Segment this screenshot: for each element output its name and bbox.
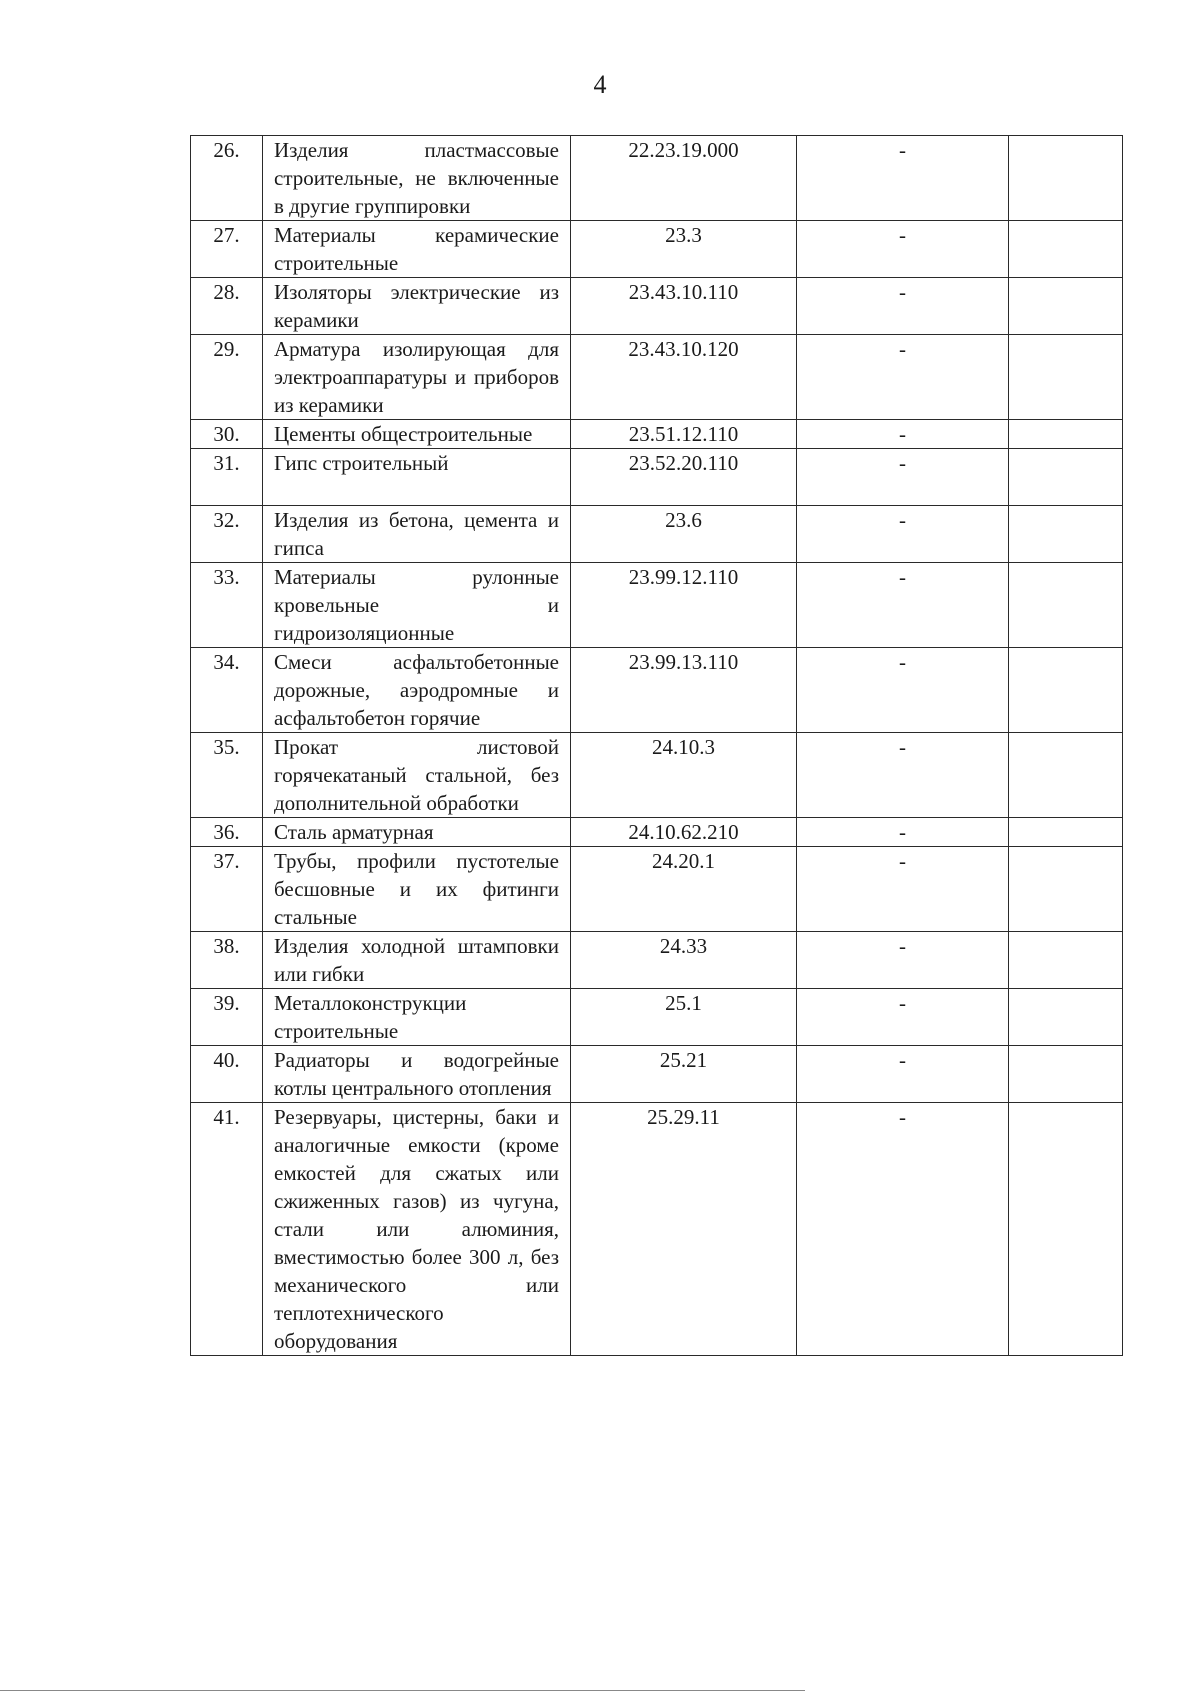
- empty-cell: [1009, 136, 1123, 221]
- table-row: [191, 506, 1123, 563]
- product-name: Арматура изолирующая для электроаппаратуры и приборов из керамики: [263, 335, 571, 420]
- empty-cell: [1009, 278, 1123, 335]
- empty-cell: [1009, 733, 1123, 818]
- product-code: 25.21: [571, 1046, 797, 1103]
- dash-cell: -: [797, 989, 1009, 1046]
- product-code: 23.51.12.110: [571, 420, 797, 449]
- row-number: 34.: [191, 648, 263, 733]
- row-number: 29.: [191, 335, 263, 420]
- empty-cell: [1009, 1103, 1123, 1356]
- dash-cell: -: [797, 1046, 1009, 1103]
- product-name: Резервуары, цистерны, баки и аналогичные емкости (кроме емкостей для сжатых или сжиженных газов) из чугуна, стали или алюминия, вместимостью более 300 л, без механического или теплотехнического оборудования: [263, 1103, 571, 1356]
- product-code: 23.3: [571, 221, 797, 278]
- empty-cell: [1009, 449, 1123, 506]
- product-code: 23.6: [571, 506, 797, 563]
- row-number: 26.: [191, 136, 263, 221]
- dash-cell: -: [797, 335, 1009, 420]
- product-code: 23.52.20.110: [571, 449, 797, 506]
- row-number: 30.: [191, 420, 263, 449]
- product-code: 24.10.62.210: [571, 818, 797, 847]
- row-number: 40.: [191, 1046, 263, 1103]
- dash-cell: -: [797, 818, 1009, 847]
- scan-edge-line: [0, 1690, 805, 1691]
- empty-cell: [1009, 989, 1123, 1046]
- product-name: Изделия холодной штамповки или гибки: [263, 932, 571, 989]
- dash-cell: -: [797, 136, 1009, 221]
- product-name: Трубы, профили пустотелые бесшовные и их фитинги стальные: [263, 847, 571, 932]
- table-row: [191, 563, 1123, 648]
- product-code: 24.10.3: [571, 733, 797, 818]
- product-name: Изоляторы электрические из керамики: [263, 278, 571, 335]
- dash-cell: -: [797, 221, 1009, 278]
- table-row: [191, 847, 1123, 932]
- table-row: [191, 420, 1123, 449]
- dash-cell: -: [797, 847, 1009, 932]
- product-name: Материалы керамические строительные: [263, 221, 571, 278]
- product-name: Изделия из бетона, цемента и гипса: [263, 506, 571, 563]
- product-code: 23.99.12.110: [571, 563, 797, 648]
- product-code: 24.20.1: [571, 847, 797, 932]
- empty-cell: [1009, 847, 1123, 932]
- table-row: [191, 449, 1123, 506]
- product-code: 25.29.11: [571, 1103, 797, 1356]
- product-name: Гипс строительный: [263, 449, 571, 506]
- table-row: [191, 733, 1123, 818]
- empty-cell: [1009, 335, 1123, 420]
- product-name: Сталь арматурная: [263, 818, 571, 847]
- dash-cell: -: [797, 648, 1009, 733]
- empty-cell: [1009, 420, 1123, 449]
- row-number: 35.: [191, 733, 263, 818]
- row-number: 27.: [191, 221, 263, 278]
- product-name: Радиаторы и водогрейные котлы центрального отопления: [263, 1046, 571, 1103]
- dash-cell: -: [797, 506, 1009, 563]
- table-row: [191, 932, 1123, 989]
- dash-cell: -: [797, 733, 1009, 818]
- table-row: [191, 818, 1123, 847]
- row-number: 28.: [191, 278, 263, 335]
- row-number: 31.: [191, 449, 263, 506]
- table-row: [191, 1103, 1123, 1356]
- row-number: 33.: [191, 563, 263, 648]
- row-number: 32.: [191, 506, 263, 563]
- product-code: 25.1: [571, 989, 797, 1046]
- empty-cell: [1009, 221, 1123, 278]
- products-table: [190, 135, 1123, 1356]
- dash-cell: -: [797, 563, 1009, 648]
- product-name: Прокат листовой горячекатаный стальной, без дополнительной обработки: [263, 733, 571, 818]
- dash-cell: -: [797, 420, 1009, 449]
- empty-cell: [1009, 1046, 1123, 1103]
- empty-cell: [1009, 932, 1123, 989]
- product-code: 23.43.10.120: [571, 335, 797, 420]
- dash-cell: -: [797, 449, 1009, 506]
- product-code: 24.33: [571, 932, 797, 989]
- empty-cell: [1009, 648, 1123, 733]
- product-code: 22.23.19.000: [571, 136, 797, 221]
- table-row: [191, 989, 1123, 1046]
- table-row: [191, 136, 1123, 221]
- table-row: [191, 335, 1123, 420]
- empty-cell: [1009, 506, 1123, 563]
- product-name: Металлоконструкции строительные: [263, 989, 571, 1046]
- empty-cell: [1009, 563, 1123, 648]
- product-name: Смеси асфальтобетонные дорожные, аэродромные и асфальтобетон горячие: [263, 648, 571, 733]
- row-number: 36.: [191, 818, 263, 847]
- row-number: 38.: [191, 932, 263, 989]
- product-code: 23.43.10.110: [571, 278, 797, 335]
- product-name: Материалы рулонные кровельные и гидроизоляционные: [263, 563, 571, 648]
- product-code: 23.99.13.110: [571, 648, 797, 733]
- table-row: [191, 221, 1123, 278]
- product-name: Изделия пластмассовые строительные, не включенные в другие группировки: [263, 136, 571, 221]
- product-name: Цементы общестроительные: [263, 420, 571, 449]
- row-number: 41.: [191, 1103, 263, 1356]
- table-row: [191, 1046, 1123, 1103]
- empty-cell: [1009, 818, 1123, 847]
- table-row: [191, 278, 1123, 335]
- row-number: 39.: [191, 989, 263, 1046]
- dash-cell: -: [797, 278, 1009, 335]
- dash-cell: -: [797, 1103, 1009, 1356]
- page-number: 4: [593, 70, 607, 99]
- dash-cell: -: [797, 932, 1009, 989]
- table-row: [191, 648, 1123, 733]
- row-number: 37.: [191, 847, 263, 932]
